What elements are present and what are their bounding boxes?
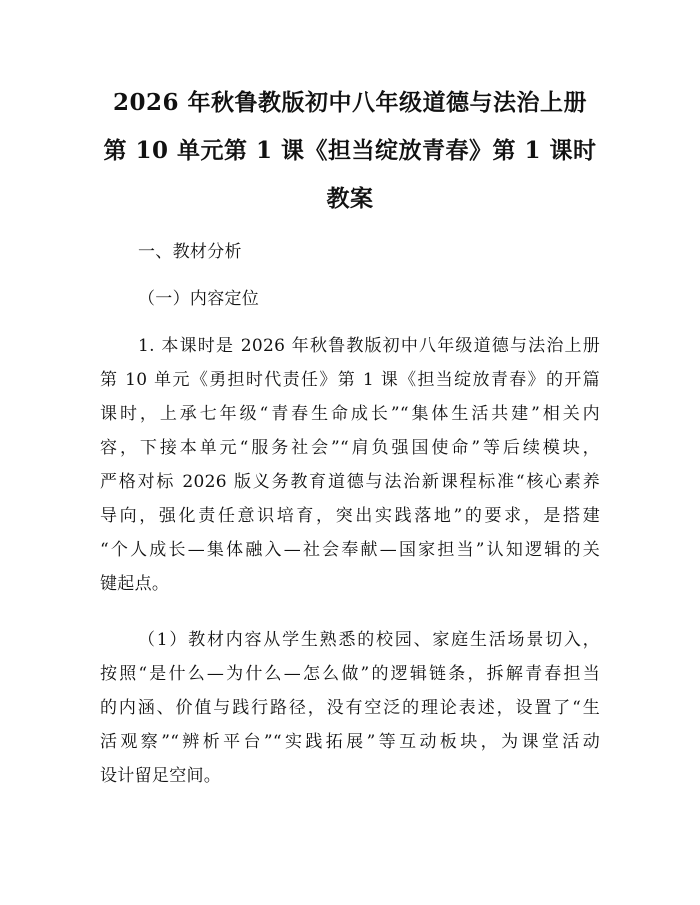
paragraph-1-line-7: “个人成长—集体融入—社会奉献—国家担当”认知逻辑的关 <box>100 540 600 560</box>
paragraph-1-line-1: 1. 本课时是 2026 年秋鲁教版初中八年级道德与法治上册 <box>138 336 600 356</box>
paragraph-2-line-4: 活观察”“辨析平台”“实践拓展”等互动板块，为课堂活动 <box>100 732 600 752</box>
paragraph-2-line-5: 设计留足空间。 <box>100 766 222 786</box>
document-title-line-2: 第 10 单元第 1 课《担当绽放青春》第 1 课时 <box>103 137 597 164</box>
paragraph-1-line-8: 键起点。 <box>100 574 170 594</box>
paragraph-1-line-6: 导向，强化责任意识培育，突出实践落地”的要求，是搭建 <box>100 506 600 526</box>
document-title-line-1: 2026 年秋鲁教版初中八年级道德与法治上册 <box>112 89 588 116</box>
paragraph-1-line-4: 容，下接本单元“服务社会”“肩负强国使命”等后续模块， <box>100 438 600 458</box>
paragraph-2-line-1: （1）教材内容从学生熟悉的校园、家庭生活场景切入， <box>138 630 600 650</box>
paragraph-2-line-2: 按照“是什么—为什么—怎么做”的逻辑链条，拆解青春担当 <box>100 664 600 684</box>
subsection-heading: （一）内容定位 <box>138 289 260 309</box>
paragraph-1-line-2: 第 10 单元《勇担时代责任》第 1 课《担当绽放青春》的开篇 <box>100 370 600 390</box>
paragraph-2-line-3: 的内涵、价值与践行路径，没有空泛的理论表述，设置了“生 <box>100 698 600 718</box>
paragraph-1-line-5: 严格对标 2026 版义务教育道德与法治新课程标准“核心素养 <box>100 472 600 492</box>
document-title-line-3: 教案 <box>326 185 374 212</box>
section-heading: 一、教材分析 <box>138 242 242 262</box>
paragraph-1-line-3: 课时，上承七年级“青春生命成长”“集体生活共建”相关内 <box>100 404 600 424</box>
